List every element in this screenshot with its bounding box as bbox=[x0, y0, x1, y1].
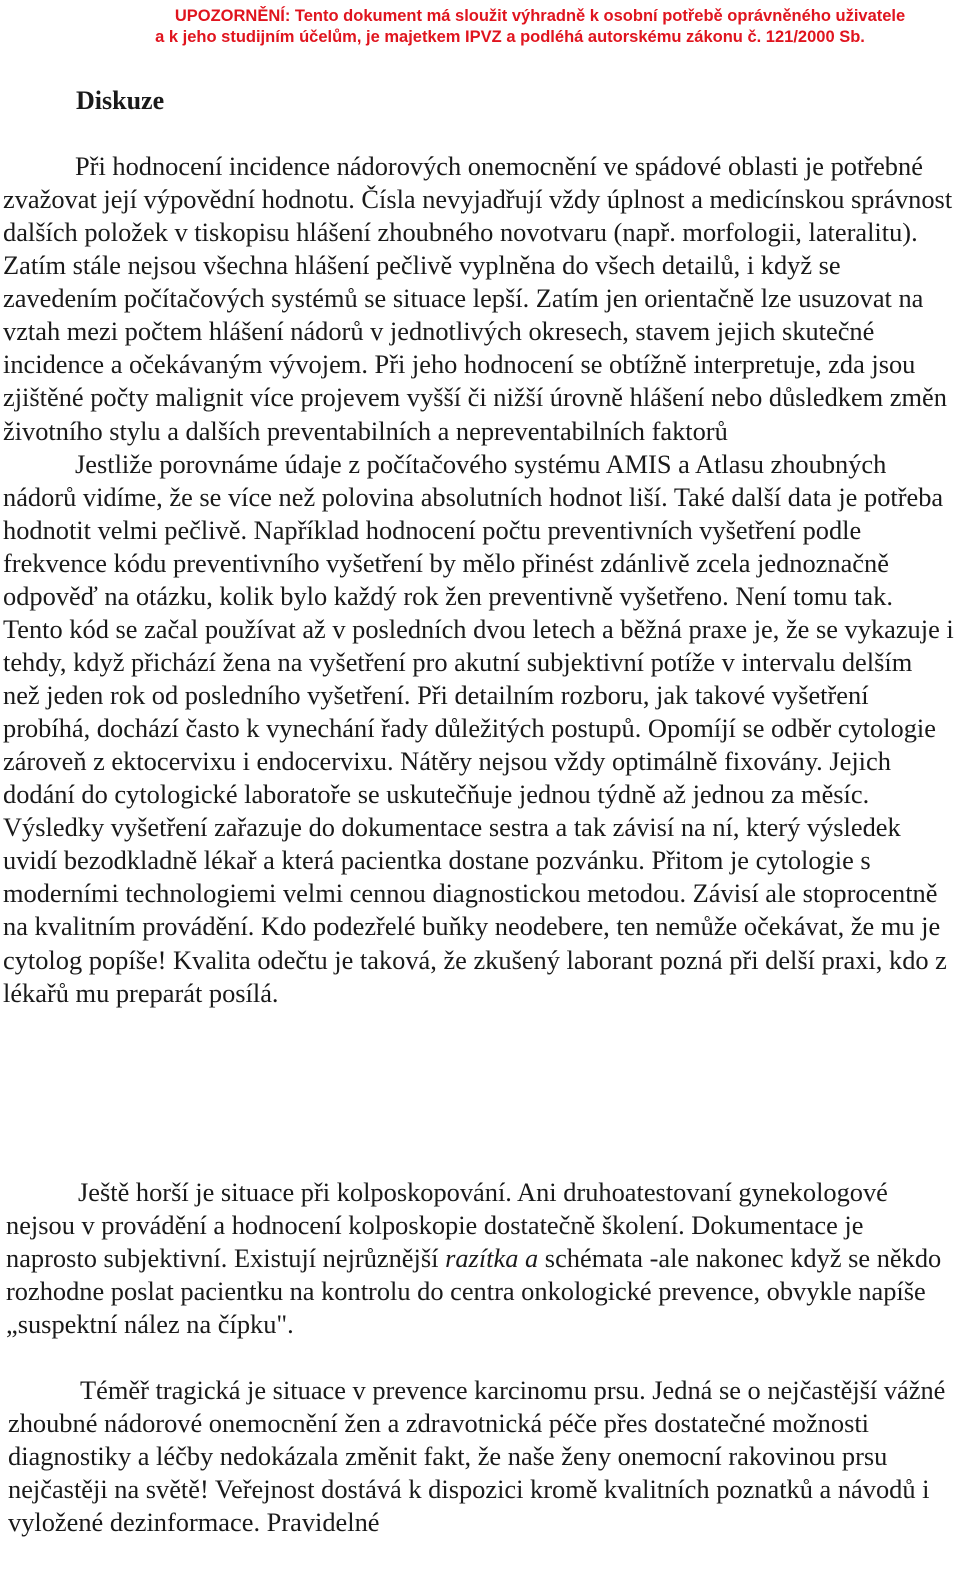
paragraph-amis-atlas: Jestliže porovnáme údaje z počítačového systému AMIS a Atlasu zhoubných nádorů vidíme, že se více než polovina absolutních hodnot liší. Také další data je potřeba hodnotit velmi pečlivě. Například hodnocení počtu preventivních vyšetření podle frekvence kódu preventivního vyšetření by mělo přinést zdánlivě zcela jednoznačně odpověď na otázku, kolik bylo každý rok žen preventivně vyšetřeno. Není tomu tak. Tento kód se začal používat až v posledních dvou letech a běžná praxe je, že se vykazuje i tehdy, když přichází žena na vyšetření pro akutní subjektivní potíže v intervalu delším než jeden rok od posledního vyšetření. Při detailním rozboru, jak takové vyšetření probíhá, dochází často k vynechání řady důležitých postupů. Opomíjí se odběr cytologie zároveň z ektocervixu i endocervixu. Nátěry nejsou vždy optimálně fixovány. Jejich dodání do cytologické laboratoře se uskutečňuje jednou týdně až jednou za měsíc. Výsledky vyšetření zařazuje do dokumentace sestra a tak závisí na ní, který výsledek uvidí bezodkladně lékař a která pacientka dostane pozvánku. Přitom je cytologie s moderními technologiemi velmi cennou diagnostickou metodou. Závisí ale stoprocentně na kvalitním provádění. Kdo podezřelé buňky neodebere, ten nemůže očekávat, že mu je cytolog popíše! Kvalita odečtu je taková, že zkušený laborant pozná při delší praxi, kdo z lékařů mu preparát posílá. bbox=[3, 448, 954, 1008]
warning-line-1: UPOZORNĚNÍ: Tento dokument má sloužit výhradně k osobní potřebě oprávněného uživatele bbox=[174, 7, 906, 25]
paragraph-incidence: Při hodnocení incidence nádorových onemocnění ve spádové oblasti je potřebné zvažovat její výpovědní hodnotu. Čísla nevyjadřují vždy úplnost a medicínskou správnost dalších položek v tiskopisu hlášení zhoubného novotvaru (např. morfologii, lateralitu). Zatím stále nejsou všechna hlášení pečlivě vyplněna do všech detailů, i když se zavedením počítačových systémů se situace lepší. Zatím jen orientačně lze usuzovat na vztah mezi počtem hlášení nádorů v jednotlivých okresech, stavem jejich skutečné incidence a očekávaným vývojem. Při jeho hodnocení se obtížně interpretuje, zda jsou zjištěné počty malignit více projevem vyšší či nižší úrovně hlášení nebo důsledkem změn životního stylu a dalších preventabilních a nepreventabilních faktorů bbox=[3, 151, 953, 446]
colposcopy-text-b: schémata -ale nakonec když se někdo rozhodne poslat pacientku na kontrolu do centra onkologické prevence, obvykle napíše „suspektní nález na čípku". bbox=[6, 1243, 942, 1340]
paragraph-colposcopy bbox=[6, 1176, 958, 1341]
breast-cancer-section bbox=[8, 1374, 958, 1539]
colposcopy-text-a: Ještě horší je situace při kolposkopování. Ani druhoatestovaní gynekologové nejsou v provádění a hodnocení kolposkopie dostatečně školení. Dokumentace je naprosto subjektivní. Existují nejrůznější bbox=[6, 1177, 888, 1274]
paragraph-breast-cancer: Téměř tragická je situace v prevence karcinomu prsu. Jedná se o nejčastější vážné zhoubné nádorové onemocnění žen a zdravotnická péče přes dostatečné možnosti diagnostiky a léčby nedokázala změnit fakt, že naše ženy onemocní rakovinou prsu nejčastěji na světě! Veřejnost dostává k dispozici kromě kvalitních poznatků a návodů i vyložené dezinformace. Pravidelné bbox=[8, 1375, 946, 1538]
discussion-body bbox=[3, 150, 955, 1010]
colposcopy-text-italic: razítka a bbox=[445, 1243, 539, 1274]
section-heading: Diskuze bbox=[76, 86, 165, 115]
warning-line-2: a k jeho studijním účelům, je majetkem IPVZ a podléhá autorskému zákonu č. 121/2000 Sb. bbox=[155, 28, 865, 46]
colposcopy-section bbox=[6, 1176, 958, 1341]
copyright-warning bbox=[0, 6, 960, 48]
